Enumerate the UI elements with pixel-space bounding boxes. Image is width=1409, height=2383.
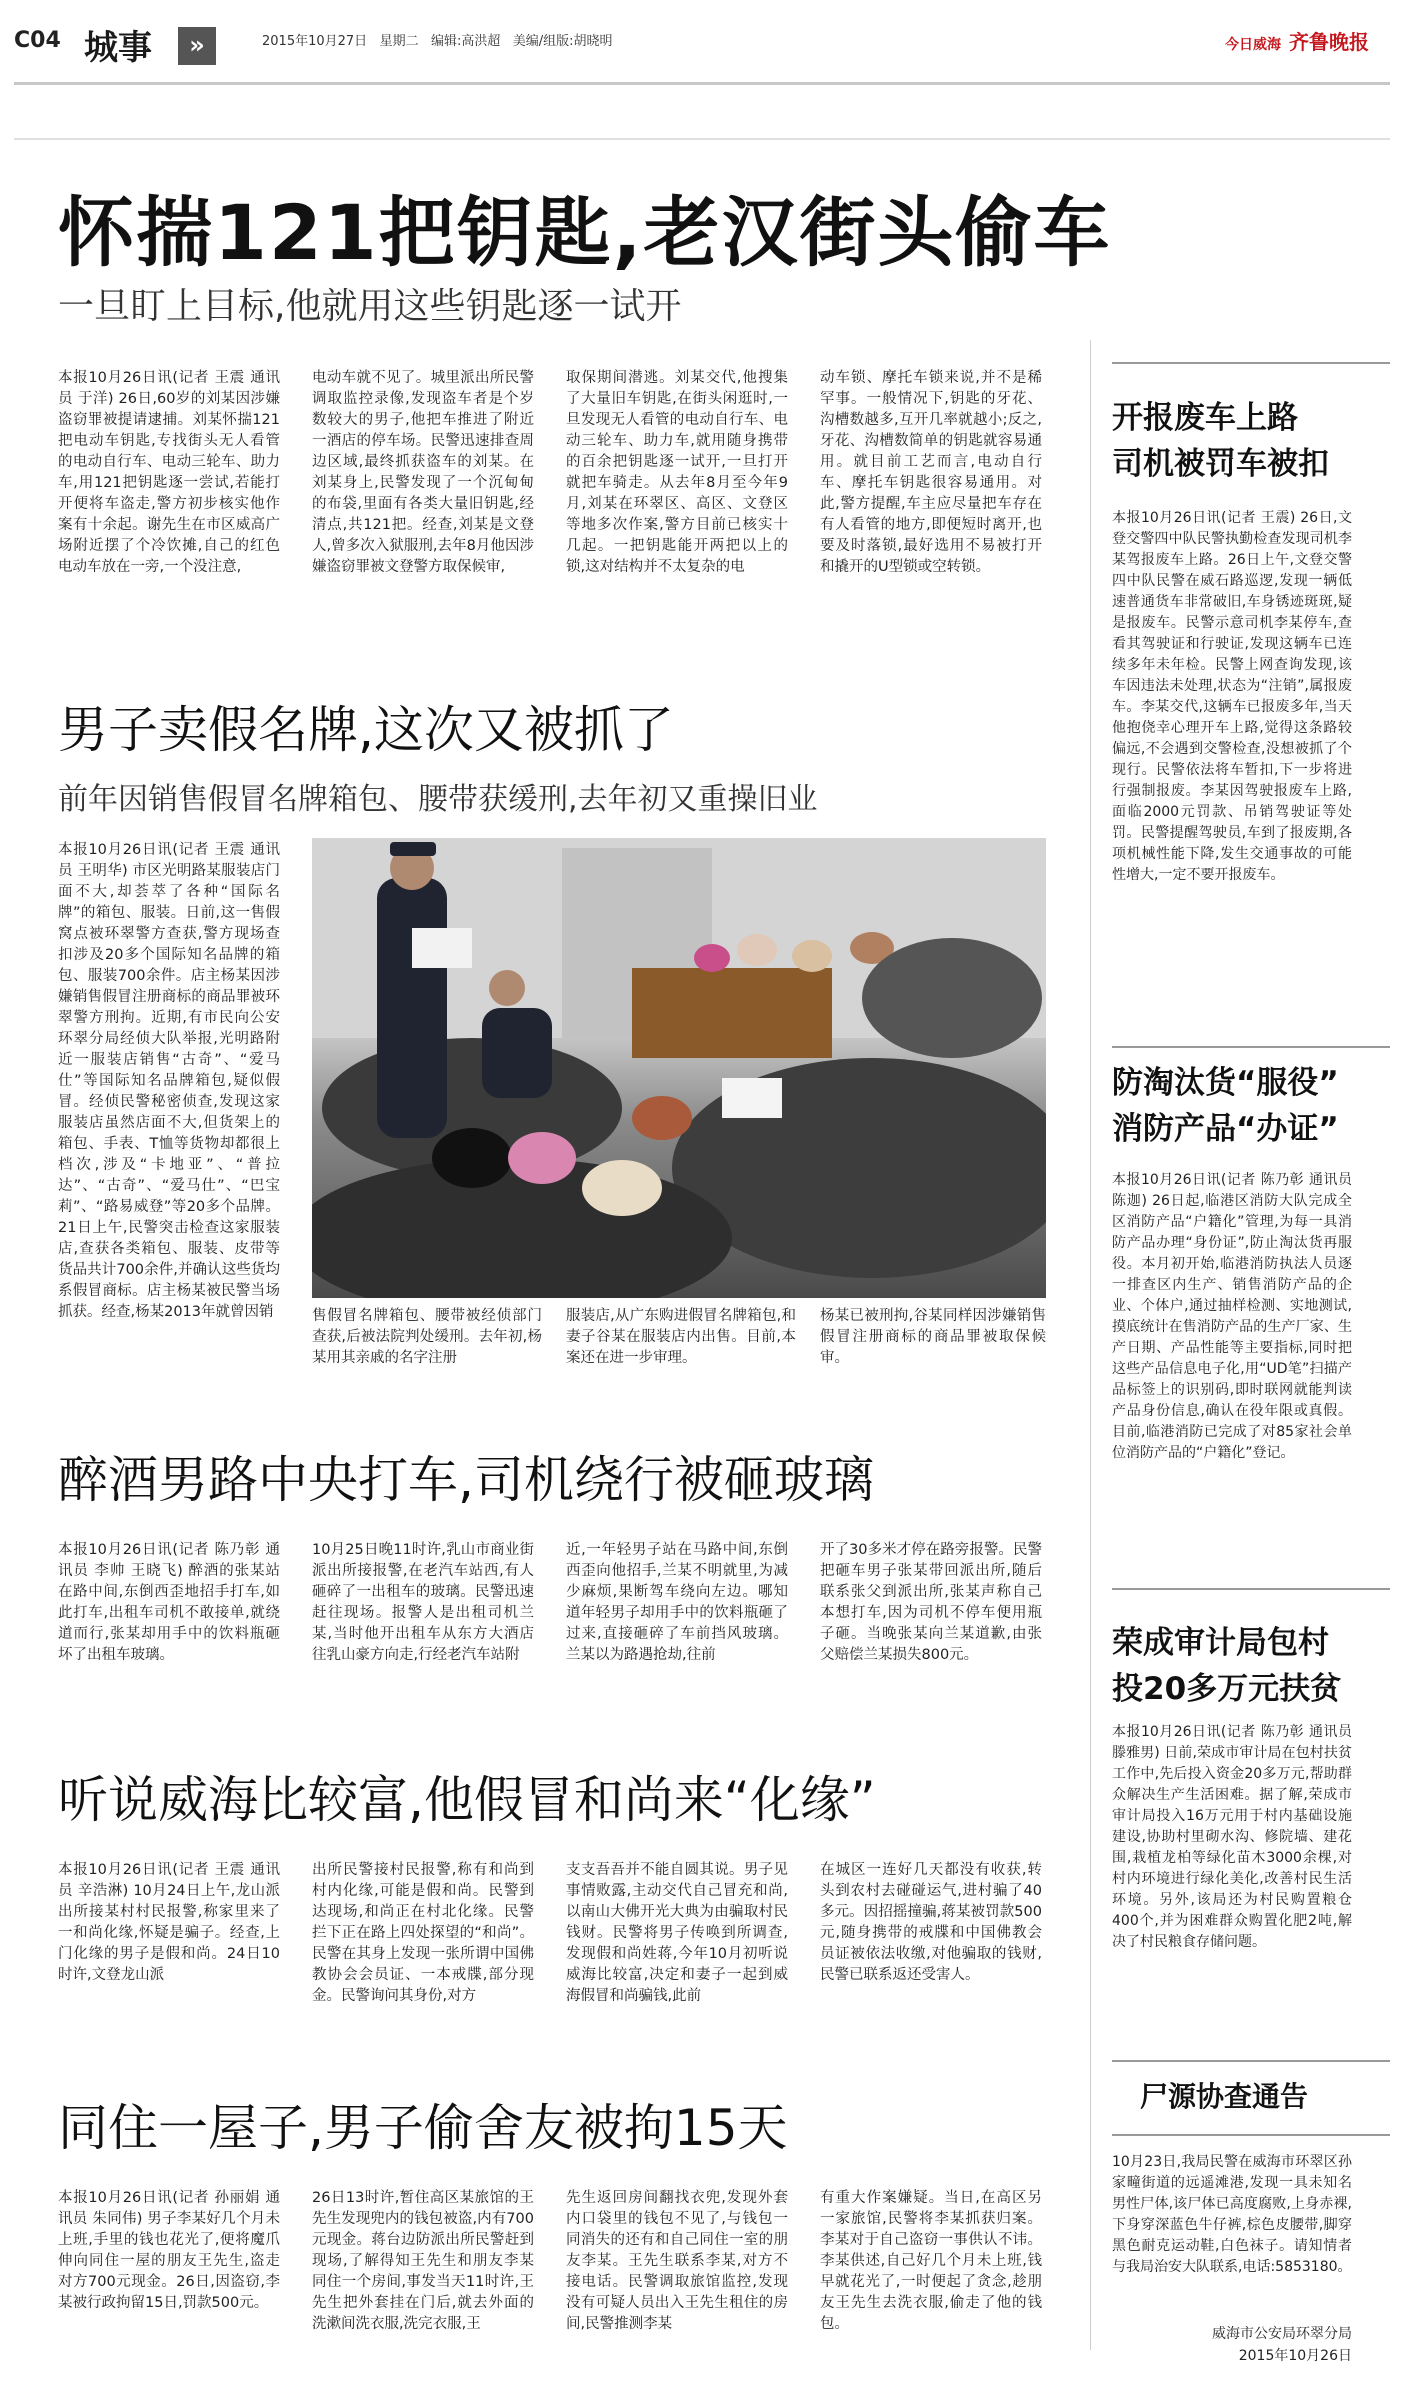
side2-body: 本报10月26日讯(记者 陈乃彰 通讯员 陈迦) 26日起,临港区消防大队完成全区消防产品“户籍化”管理,为每一具消防产品办理“身份证”,防止淘汰货再服役。本月初开始,临港消防执法人员逐一排查区内生产、销售消防产品的企业、个体户,通过抽样检测、实地测试,摸底统计在售消防产品的生产厂家、生产日期、产品性能等主要指标,同时把这些产品信息电子化,用“UD笔”扫描产品标签上的识别码,即时联网就能判读产品身份信息,确认在役年限或真假。目前,临港消防已完成了对85家社会单位消防产品的“户籍化”登记。	[1112, 1172, 1352, 1461]
story2-column: 本报10月26日讯(记者 王震 通讯员 王明华) 市区光明路某服装店门面不大,却荟萃了各种“国际名牌”的箱包、服装。日前,这一售假窝点被环翠警方查获,警方现场查扣涉及20多个国际知名品牌的箱包、服装700余件。店主杨某因涉嫌销售假冒注册商标的商品罪被环翠警方刑拘。近期,有市民向公安环翠分局经侦大队举报,光明路附近一服装店销售“古奇”、“爱马仕”等国际知名品牌箱包,疑似假冒。经侦民警秘密侦查,发现这家服装店虽然店面不大,但货架上的箱包、手表、T恤等货物却都很上档次,涉及“卡地亚”、“普拉达”、“古奇”、“爱马仕”、“巴宝莉”、“路易威登”等20多个品牌。21日上午,民警突击检查这家服装店,查获各类箱包、服装、皮带等货品共计700余件,并确认这些货均系假冒商标。店主杨某被民警当场抓获。经查,杨某2013年就曾因销	[58, 842, 280, 1320]
story5-column: 本报10月26日讯(记者 孙丽娟 通讯员 朱同伟) 男子李某好几个月未上班,手里的钱也花光了,便将魔爪伸向同住一屋的朋友王先生,盗走对方700元现金。26日,因盗窃,李某被行政拘留15日,罚款500元。	[58, 2190, 280, 2311]
story1-column: 动车锁、摩托车锁来说,并不是稀罕事。一般情况下,钥匙的牙花、沟槽数越多,互开几率就越小;反之,牙花、沟槽数简单的钥匙就容易通用。就目前工艺而言,电动自行车、摩托车钥匙很容易通用。对此,警方提醒,车主应尽量把车存在有人看管的地方,即便短时离开,也要及时落锁,最好选用不易被打开和撬开的U型锁或空转锁。	[820, 370, 1042, 575]
story4-column: 在城区一连好几天都没有收获,转头到农村去碰碰运气,进村骗了40多元。因招摇撞骗,蒋某被罚款500元,随身携带的戒牒和中国佛教会员证被依法收缴,对他骗取的钱财,民警已联系返还受害人。	[820, 1862, 1042, 1983]
story2-caption-column: 服装店,从广东购进假冒名牌箱包,和妻子谷某在服装店内出售。目前,本案还在进一步审理。	[566, 1308, 796, 1366]
story4-column: 支支吾吾并不能自圆其说。男子见事情败露,主动交代自己冒充和尚,以南山大佛开光大典为由骗取村民钱财。民警将男子传唤到所调查,发现假和尚姓蒋,今年10月初听说威海比较富,决定和妻子一起到威海假冒和尚骗钱,此前	[566, 1862, 788, 2004]
story3-column: 10月25日晚11时许,乳山市商业街派出所接报警,在老汽车站西,有人砸碎了一出租车的玻璃。民警迅速赶往现场。报警人是出租司机兰某,当时他开出租车从东方大酒店往乳山豪方向走,行经老汽车站附	[312, 1542, 534, 1663]
side3-body: 本报10月26日讯(记者 陈乃彰 通讯员 滕雅男) 日前,荣成市审计局在包村扶贫工作中,先后投入资金20多万元,帮助群众解决生产生活困难。据了解,荣成市审计局投入16万元用于村内基础设施建设,协助村里砌水沟、修院墙、建花围,栽植龙柏等绿化苗木3000余棵,对村内环境进行绿化美化,改善村民生活环境。另外,该局还为村民购置粮仓400个,并为困难群众购置化肥2吨,解决了村民粮食存储问题。	[1112, 1724, 1352, 1950]
issue-meta: 2015年10月27日 星期二 编辑:高洪超 美编/组版:胡晓明	[262, 34, 613, 49]
side1-headline-line: 开报废车上路	[1112, 400, 1298, 436]
sidebar-rule	[1112, 2060, 1390, 2062]
story1-column: 本报10月26日讯(记者 王震 通讯员 于洋) 26日,60岁的刘某因涉嫌盗窃罪被提请逮捕。刘某怀揣121把电动车钥匙,专找街头无人看管的电动自行车、电动三轮车、助力车,用121把钥匙逐一尝试,若能打开便将车盗走,警方初步核实他作案有十余起。谢先生在市区威高广场附近摆了个冷饮摊,自己的红色电动车放在一旁,一个没注意,	[58, 370, 280, 575]
header-rule	[14, 82, 1390, 85]
side1-headline	[1112, 395, 1329, 487]
story1-column: 电动车就不见了。城里派出所民警调取监控录像,发现盗车者是个岁数较大的男子,他把车推进了附近一酒店的停车场。民警迅速排查周边区域,最终抓获盗车的刘某。在刘某身上,民警发现了一个沉甸甸的布袋,里面有各类大量旧钥匙,经清点,共121把。经查,刘某是文登人,曾多次入狱服刑,去年8月他因涉嫌盗窃罪被文登警方取保候审,	[312, 370, 534, 575]
sidebar-rule	[1112, 1588, 1390, 1590]
story2-caption-column: 售假冒名牌箱包、腰带被经侦部门查获,后被法院判处缓刑。去年初,杨某用其亲戚的名字注册	[312, 1308, 542, 1366]
story4-column: 出所民警接村民报警,称有和尚到村内化缘,可能是假和尚。民警到达现场,和尚正在村北化缘。民警拦下正在路上四处探望的“和尚”。民警在其身上发现一张所谓中国佛教协会会员证、一本戒牒,部分现金。民警询问其身份,对方	[312, 1862, 534, 2004]
side2-headline	[1112, 1060, 1339, 1152]
side3-headline-line: 投20多万元扶贫	[1112, 1671, 1342, 1707]
story3-headline: 醉酒男路中央打车,司机绕行被砸玻璃	[58, 1451, 874, 1509]
page-number: C04	[14, 28, 61, 53]
story3-column: 开了30多米才停在路旁报警。民警把砸车男子张某带回派出所,随后联系张父到派出所,张某声称自己本想打车,因为司机不停车便用瓶子砸。当晚张某向兰某道歉,由张父赔偿兰某损失800元。	[820, 1542, 1042, 1663]
story5-column: 有重大作案嫌疑。当日,在高区另一家旅馆,民警将李某抓获归案。李某对于自己盗窃一事供认不讳。李某供述,自己好几个月未上班,钱早就花光了,一时便起了贪念,趁朋友王先生去洗衣服,偷走了他的钱包。	[820, 2190, 1042, 2332]
side3-headline-line: 荣成审计局包村	[1112, 1625, 1329, 1661]
side1-body: 本报10月26日讯(记者 王震) 26日,文登交警四中队民警执勤检查发现司机李某驾报废车上路。26日上午,文登交警四中队民警在威石路巡逻,发现一辆低速普通货车非常破旧,车身锈迹斑斑,疑是报废车。民警示意司机李某停车,查看其驾驶证和行驶证,发现这辆车已连续多年未年检。民警上网查询发现,该车因违法未处理,状态为“注销”,属报废车。李某交代,这辆车已报废多年,当天他抱侥幸心理开车上路,觉得这条路较偏远,不会遇到交警检查,没想被抓了个现行。民警依法将车暂扣,下一步将进行强制报废。李某因驾驶报废车上路,面临2000元罚款、吊销驾驶证等处罚。民警提醒驾驶员,车到了报废期,各项机械性能下降,发生交通事故的可能性增大,一定不要开报废车。	[1112, 510, 1352, 883]
story5-column: 先生返回房间翻找衣兜,发现外套内口袋里的钱包不见了,与钱包一同消失的还有和自己同住一室的朋友李某。王先生联系李某,对方不接电话。民警调取旅馆监控,发现没有可疑人员出入王先生租住的房间,民警推测李某	[566, 2190, 788, 2332]
story5-headline: 同住一屋子,男子偷舍友被拘15天	[58, 2099, 788, 2157]
story5-column: 26日13时许,暂住高区某旅馆的王先生发现兜内的钱包被盗,内有700元现金。蒋台边防派出所民警赶到现场,了解得知王先生和朋友李某同住一个房间,事发当天11时许,王先生把外套挂在门后,就去外面的洗漱间洗衣服,洗完衣服,王	[312, 2190, 534, 2332]
notice-headline: 尸源协查通告	[1140, 2080, 1309, 2113]
story3-column: 本报10月26日讯(记者 陈乃彰 通讯员 李帅 王晓飞) 醉酒的张某站在路中间,东倒西歪地招手打车,如此打车,出租车司机不敢接单,就绕道而行,张某却用手中的饮料瓶砸坏了出租车玻璃。	[58, 1542, 280, 1663]
sidebar-rule	[1112, 362, 1390, 364]
brand-logo: 齐鲁晚报	[1289, 30, 1369, 54]
story1-headline: 怀揣121把钥匙,老汉街头偷车	[58, 188, 1112, 277]
story4-column: 本报10月26日讯(记者 王震 通讯员 辛浩淋) 10月24日上午,龙山派出所接某村村民报警,称家里来了一和尚化缘,怀疑是骗子。经查,上门化缘的男子是假和尚。24日10时许,文登龙山派	[58, 1862, 280, 1983]
sidebar-rule	[1112, 1046, 1390, 1048]
story2-headline: 男子卖假名牌,这次又被抓了	[58, 701, 674, 759]
notice-signature: 威海市公安局环翠分局	[1212, 2326, 1352, 2342]
side2-headline-line: 消防产品“办证”	[1112, 1111, 1339, 1147]
notice-body: 10月23日,我局民警在威海市环翠区孙家疃街道的远遥滩港,发现一具未知名男性尸体,该尸体已高度腐败,上身赤裸,下身穿深蓝色牛仔裤,棕色皮腰带,脚穿黑色耐克运动鞋,白色袜子。请知情者与我局治安大队联系,电话:5853180。	[1112, 2154, 1352, 2275]
notice-date: 2015年10月26日	[1238, 2348, 1352, 2364]
sidebar-divider	[1090, 340, 1091, 2350]
story3-column: 近,一年轻男子站在马路中间,东倒西歪向他招手,兰某不明就里,为减少麻烦,果断驾车绕向左边。哪知道年轻男子却用手中的饮料瓶砸了过来,直接砸碎了车前挡风玻璃。兰某以为路遇抢劫,往前	[566, 1542, 788, 1663]
side1-headline-line: 司机被罚车被扣	[1112, 446, 1329, 482]
sidebar-rule	[1112, 2134, 1390, 2136]
newspaper-brand	[1225, 26, 1369, 55]
header-rule-secondary	[14, 138, 1390, 140]
side3-headline	[1112, 1620, 1341, 1712]
story1-subheadline: 一旦盯上目标,他就用这些钥匙逐一试开	[58, 286, 682, 327]
story2-caption-column: 杨某已被刑拘,谷某同样因涉嫌销售假冒注册商标的商品罪被取保候审。	[820, 1308, 1046, 1366]
side2-headline-line: 防淘汰货“服役”	[1112, 1065, 1339, 1101]
section-title: 城事	[84, 28, 152, 68]
section-chevron-icon: »	[178, 27, 216, 65]
story4-headline: 听说威海比较富,他假冒和尚来“化缘”	[58, 1771, 876, 1829]
story1-column: 取保期间潜逃。刘某交代,他搜集了大量旧车钥匙,在街头闲逛时,一旦发现无人看管的电动自行车、电动三轮车、助力车,就用随身携带的百余把钥匙逐一试开,一旦打开就把车骑走。从去年8月至今年9月,刘某在环翠区、高区、文登区等地多次作案,警方目前已核实十几起。一把钥匙能开两把以上的锁,这对结构并不太复杂的电	[566, 370, 788, 575]
story2-news-photo	[312, 838, 1046, 1298]
photo-illustration	[312, 838, 1046, 1298]
story2-subheadline: 前年因销售假冒名牌箱包、腰带获缓刑,去年初又重操旧业	[58, 782, 818, 817]
brand-prefix: 今日威海	[1225, 37, 1281, 53]
page-header	[0, 0, 1409, 82]
